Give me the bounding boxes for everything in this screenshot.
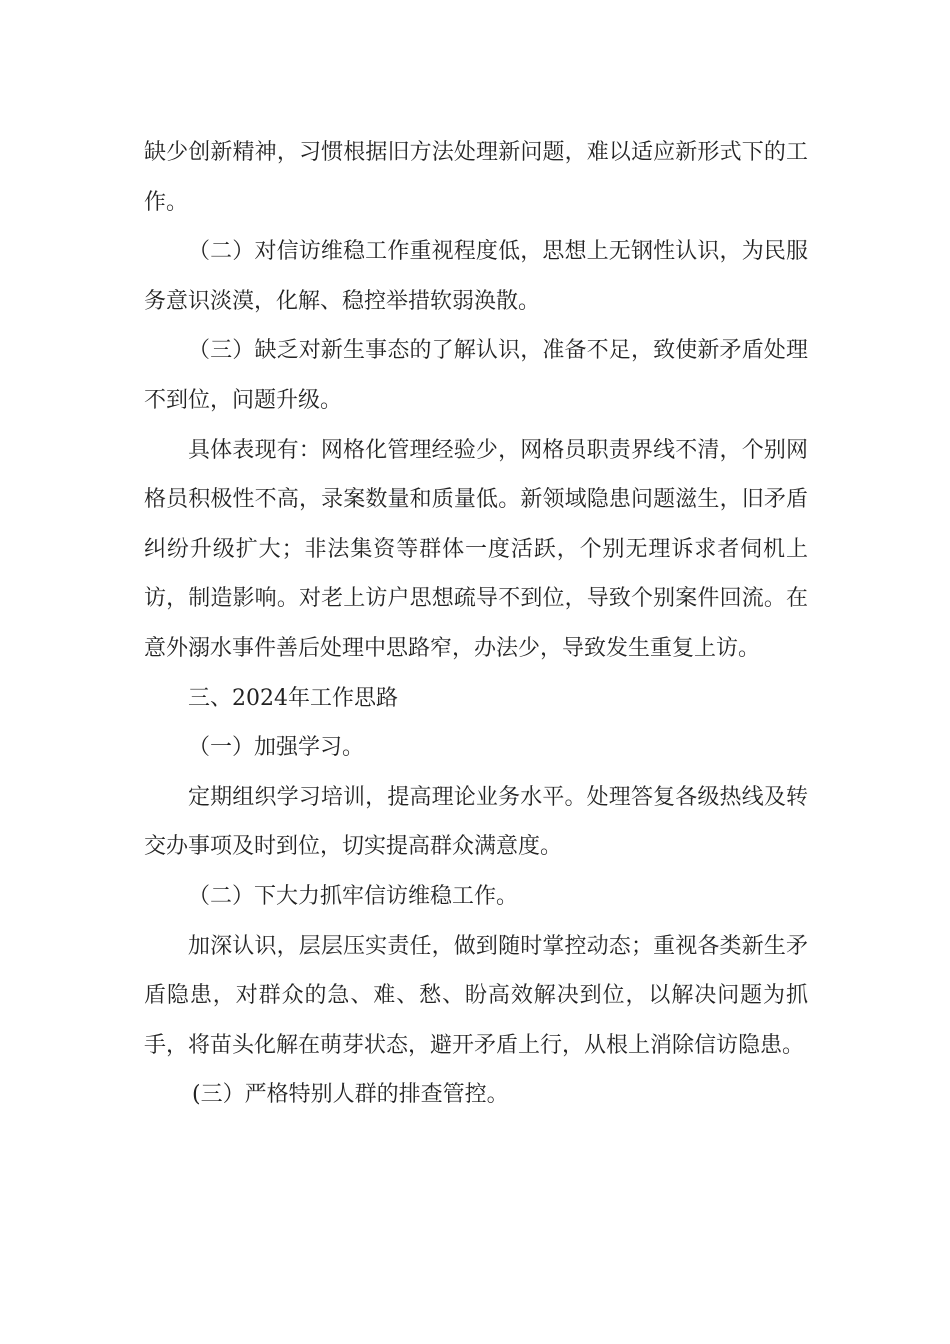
subheading-2: （二）下大力抓牢信访维稳工作。	[188, 883, 519, 909]
document-body	[144, 128, 808, 1120]
subheading-3: (三）严格特别人群的排查管控。	[192, 1082, 509, 1108]
paragraph-4: 具体表现有：网格化管理经验少，网格员职责界线不清，个别网格员积极性不高，录案数量和质量低。新领域隐患问题滋生，旧矛盾纠纷升级扩大；非法集资等群体一度活跃，个别无理诉求者伺机上访，制造影响。对老上访户思想疏导不到位，导致个别案件回流。在意外溺水事件善后处理中思路窄，办法少，导致发生重复上访。	[144, 437, 808, 661]
subheading-1: （一）加强学习。	[188, 735, 365, 761]
section-heading-3: 三、2024年工作思路	[188, 685, 398, 711]
paragraph-2: （二）对信访维稳工作重视程度低，思想上无钢性认识，为民服务意识淡漠，化解、稳控举措软弱涣散。	[144, 239, 808, 314]
paragraph-7: 定期组织学习培训，提高理论业务水平。处理答复各级热线及转交办事项及时到位，切实提高群众满意度。	[144, 784, 808, 860]
paragraph-1: 缺少创新精神，习惯根据旧方法处理新问题，难以适应新形式下的工作。	[144, 140, 808, 215]
paragraph-3: （三）缺乏对新生事态的了解认识，准备不足，致使新矛盾处理不到位，问题升级。	[144, 338, 808, 413]
paragraph-9: 加深认识，层层压实责任，做到随时掌控动态；重视各类新生矛盾隐患，对群众的急、难、愁、盼高效解决到位，以解决问题为抓手，将苗头化解在萌芽状态，避开矛盾上行，从根上消除信访隐患。	[144, 933, 808, 1058]
